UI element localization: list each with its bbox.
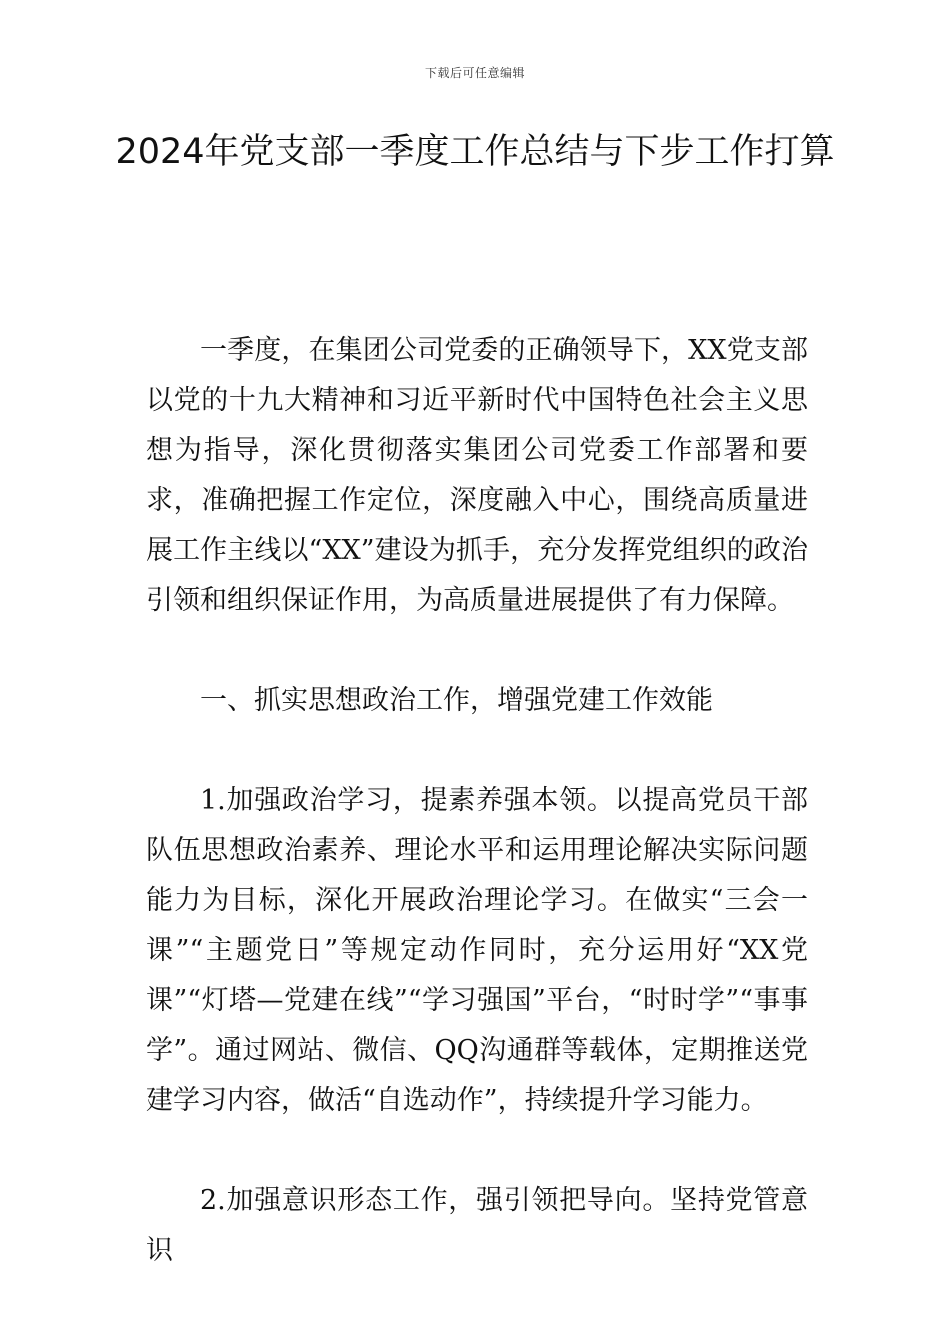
- paragraph-gap: [146, 626, 808, 676]
- paragraph-gap: [146, 726, 808, 776]
- paragraph-gap: [146, 1126, 808, 1176]
- item-paragraph-1: 1.加强政治学习，提素养强本领。以提高党员干部队伍思想政治素养、理论水平和运用理论解决实际问题能力为目标，深化开展政治理论学习。在做实“三会一课”“主题党日”等规定动作同时，充分运用好“XX党课”“灯塔—党建在线”“学习强国”平台，“时时学”“事事学”。通过网站、微信、QQ沟通群等载体，定期推送党建学习内容，做活“自选动作”，持续提升学习能力。: [146, 785, 808, 1116]
- section-heading: 一、抓实思想政治工作，增强党建工作效能: [200, 685, 713, 716]
- item-paragraph-2: 2.加强意识形态工作，强引领把导向。坚持党管意识: [146, 1185, 808, 1266]
- intro-paragraph: 一季度，在集团公司党委的正确领导下，XX党支部以党的十九大精神和习近平新时代中国特色社会主义思想为指导，深化贯彻落实集团公司党委工作部署和要求，准确把握工作定位，深度融入中心，围绕高质量进展工作主线以“XX”建设为抓手，充分发挥党组织的政治引领和组织保证作用，为高质量进展提供了有力保障。: [146, 335, 808, 616]
- document-body: [146, 326, 808, 1276]
- document-title: 2024年党支部一季度工作总结与下步工作打算: [115, 132, 835, 172]
- header-note: 下载后可任意编辑: [424, 66, 525, 80]
